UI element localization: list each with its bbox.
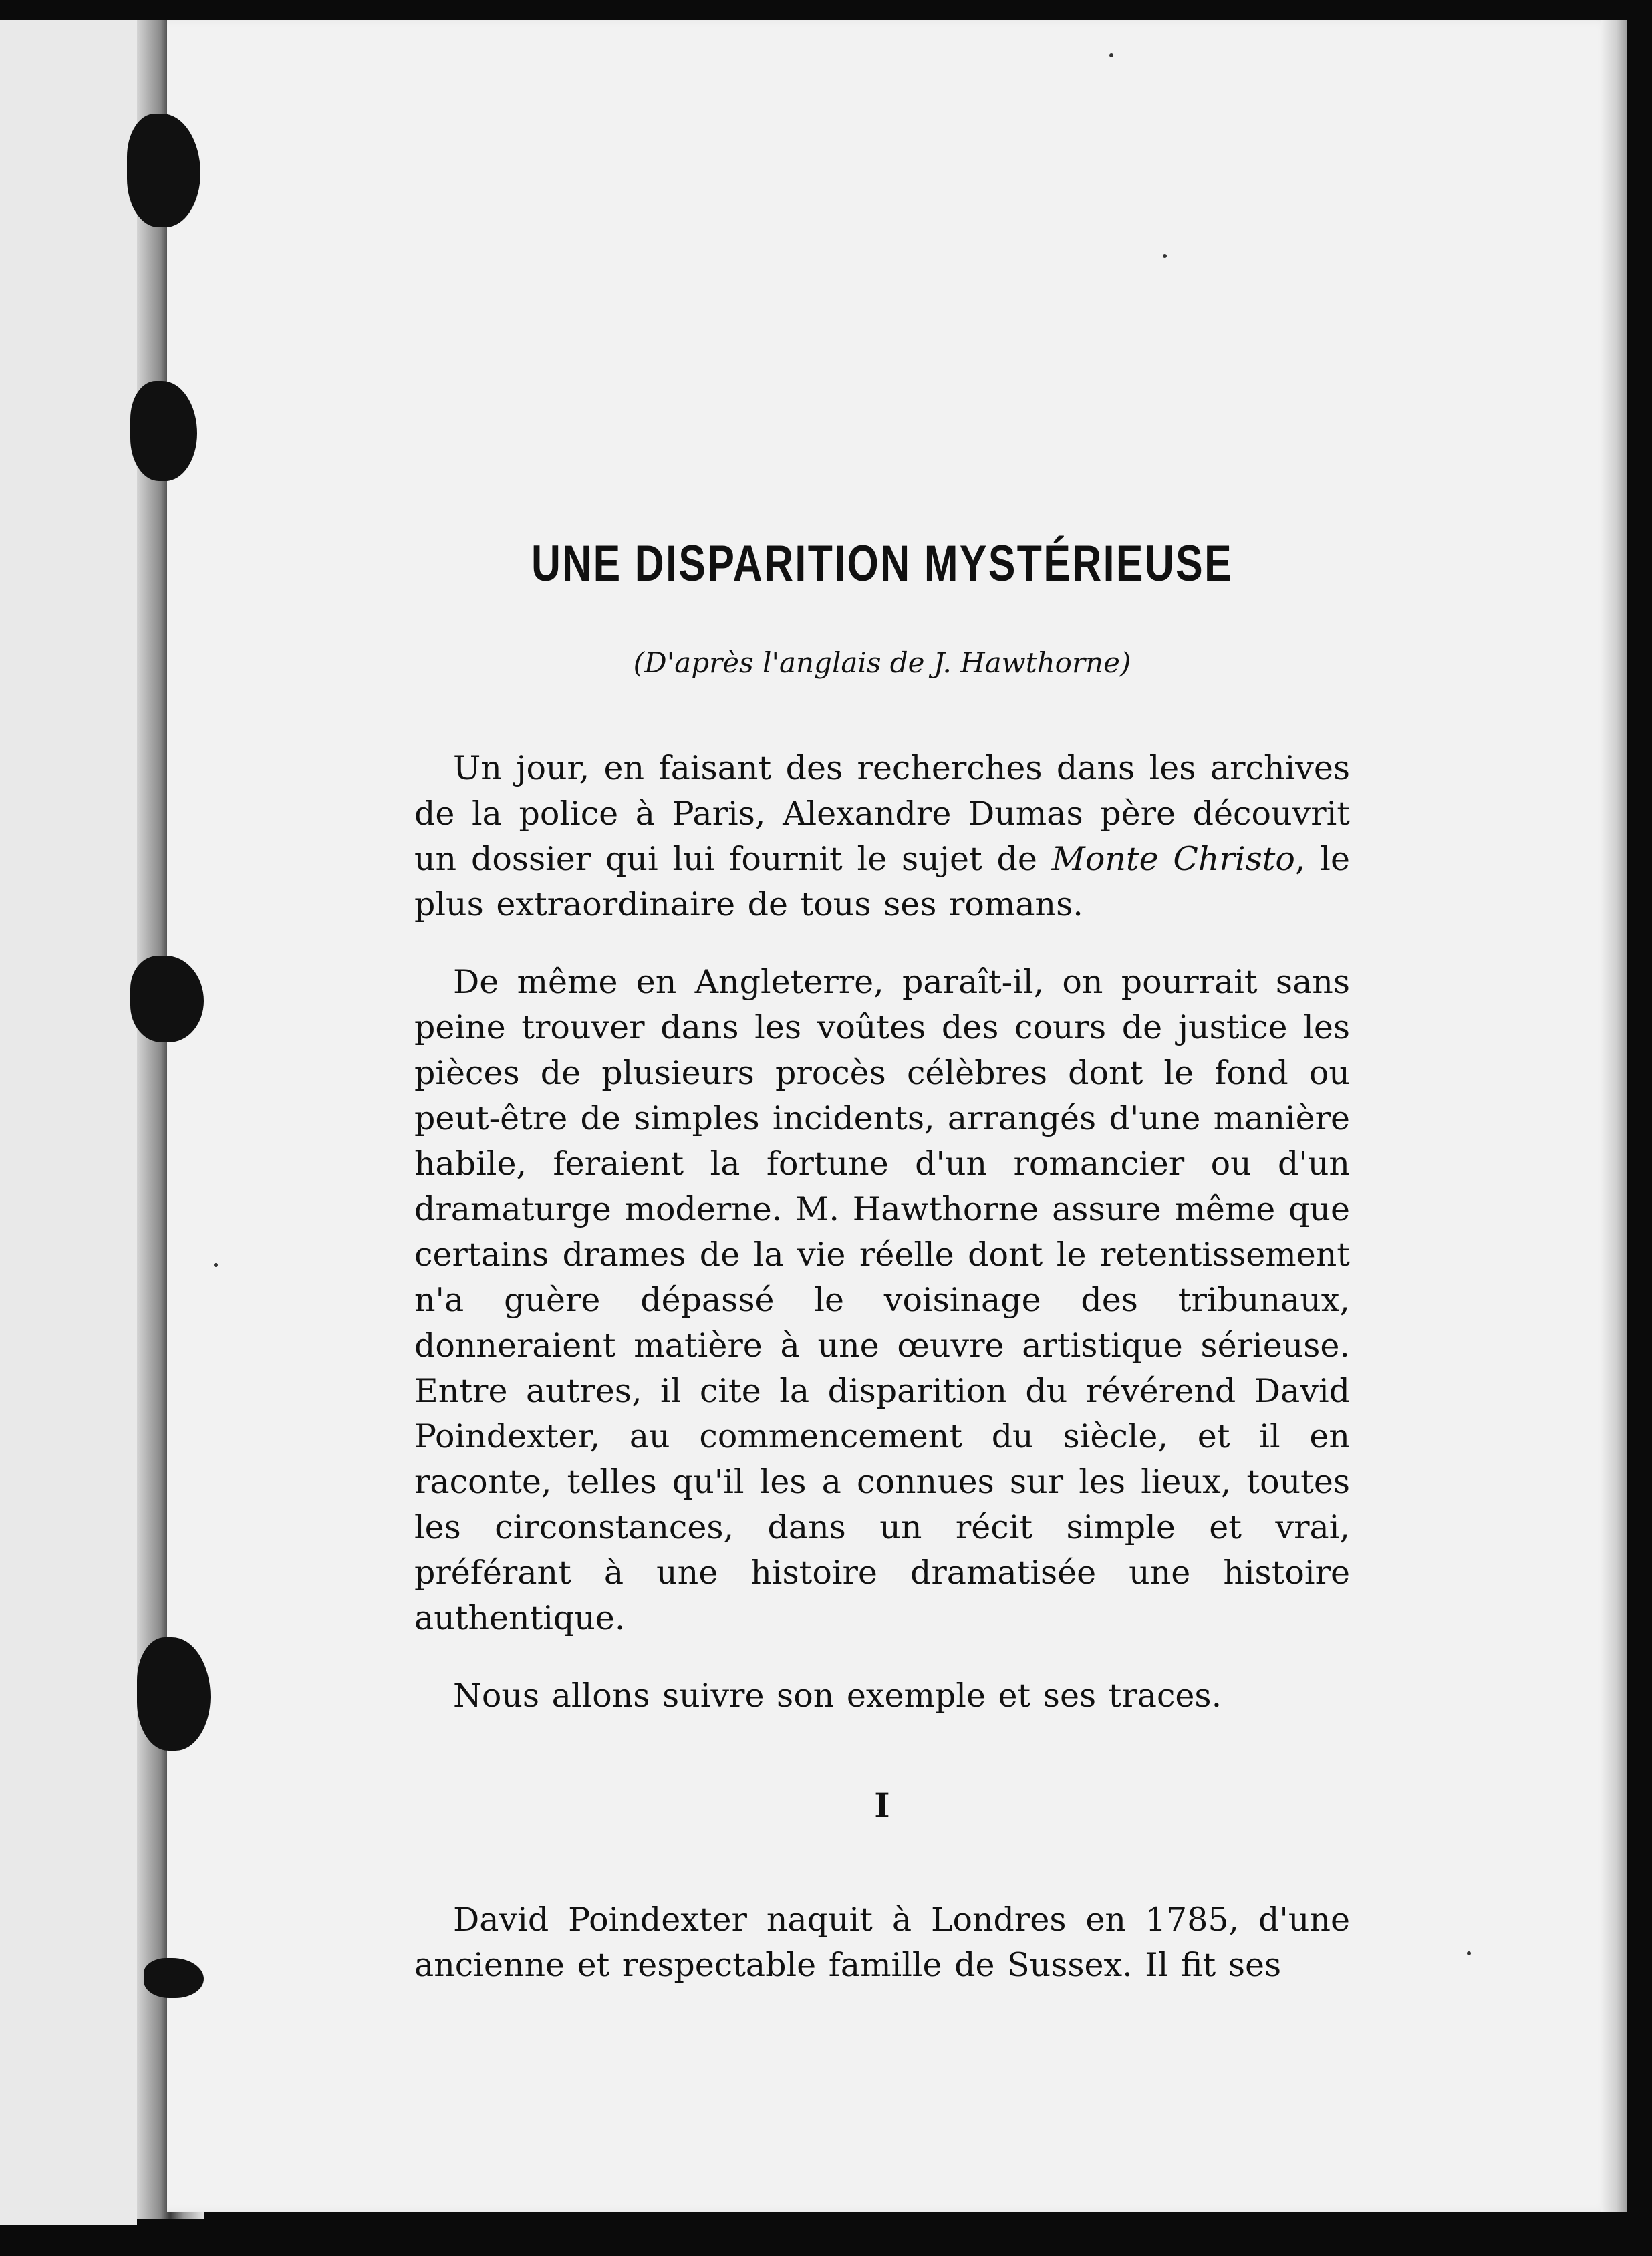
section-number: I <box>874 1786 890 1825</box>
binding-tear-mark <box>144 1958 204 1998</box>
paragraph-2: De même en Angleterre, paraît-il, on pourrait sans peine trouver dans les voûtes des cours de justice les pièces de plusieurs procès célèbres dont le fond ou peut-être de simples incidents, arrangés d'une manière habile, feraient la fortune d'un romancier ou d'un dramaturge moderne. M. Hawthorne assure même que certains drames de la vie réelle dont le retentissement n'a guère dépassé le voisinage des tribunaux, donneraient matière à une œuvre artistique sérieuse. Entre autres, il cite la disparition du révérend David Poindexter, au commencement du siècle, et il en raconte, telles qu'il les a connues sur les lieux, toutes les circonstances, dans un récit simple et vrai, préférant à une histoire dramatisée une histoire authentique. <box>414 963 1350 1637</box>
scan-speck <box>214 1263 218 1267</box>
facing-page-edge <box>0 20 137 2225</box>
scan-speck <box>1467 1951 1471 1955</box>
paragraph-3: Nous allons suivre son exemple et ses traces. <box>453 1677 1222 1715</box>
paragraph-1 <box>414 746 1350 928</box>
paragraph-1-text: Un jour, en faisant des recherches dans les archives de la police à Paris, Alexandre Dumas père découvrit un dossier qui lui fournit le sujet de <box>414 749 1350 878</box>
page-text <box>414 521 1350 1988</box>
paragraph-1-text-end: , le plus extraordinaire de tous ses romans. <box>414 840 1350 924</box>
paragraph-1-italic-title: Monte Christo <box>1051 840 1295 878</box>
page-right-edge <box>1601 20 1627 2212</box>
binding-tear-mark <box>130 956 204 1042</box>
subtitle-attribution: (D'après l'anglais de J. Hawthorne) <box>633 646 1131 679</box>
scan-speck <box>1109 53 1113 57</box>
chapter-title: UNE DISPARITION MYSTÉRIEUSE <box>531 535 1234 592</box>
scan-speck <box>1163 254 1167 258</box>
paragraph-4: David Poindexter naquit à Londres en 1785, d'une ancienne et respectable famille de Sussex. Il fit ses <box>414 1900 1350 1984</box>
